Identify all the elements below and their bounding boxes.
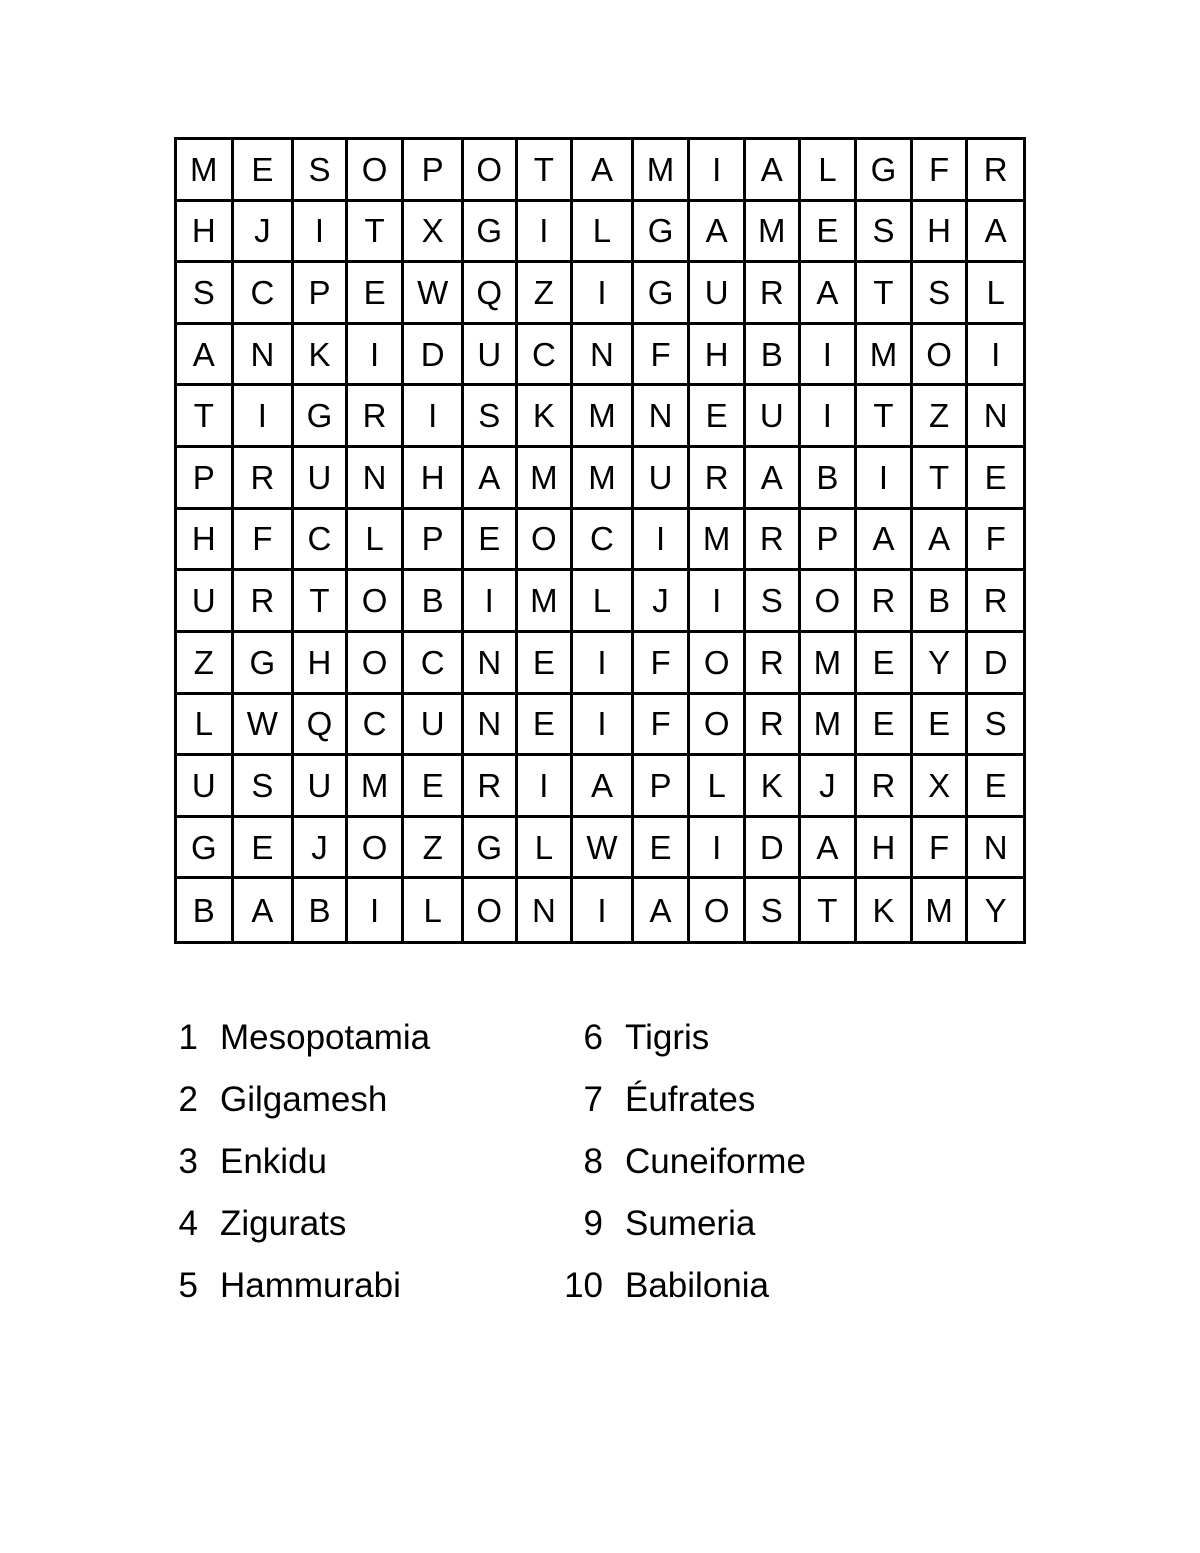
grid-cell: T bbox=[348, 202, 405, 264]
grid-cell: I bbox=[634, 510, 691, 572]
grid-cell: L bbox=[404, 879, 464, 941]
word-list-item bbox=[150, 1072, 387, 1128]
grid-cell: I bbox=[348, 879, 405, 941]
grid-cell: E bbox=[857, 695, 913, 757]
grid-cell: R bbox=[746, 263, 801, 325]
grid-cell: O bbox=[518, 510, 574, 572]
grid-cell: J bbox=[234, 202, 295, 264]
grid-cell: D bbox=[968, 633, 1023, 695]
grid-cell: R bbox=[857, 571, 913, 633]
grid-cell: B bbox=[801, 448, 858, 510]
grid-cell: E bbox=[801, 202, 858, 264]
grid-cell: Z bbox=[913, 386, 969, 448]
grid-cell: O bbox=[348, 818, 405, 880]
grid-cell: Q bbox=[464, 263, 518, 325]
grid-cell: S bbox=[968, 695, 1023, 757]
grid-cell: D bbox=[404, 325, 464, 387]
word-text: Hammurabi bbox=[220, 1266, 401, 1305]
grid-cell: M bbox=[690, 510, 746, 572]
grid-cell: F bbox=[913, 140, 969, 202]
grid-cell: S bbox=[294, 140, 348, 202]
grid-cell: G bbox=[177, 818, 234, 880]
word-text: Enkidu bbox=[220, 1142, 328, 1181]
grid-cell: O bbox=[348, 633, 405, 695]
grid-cell: C bbox=[573, 510, 634, 572]
word-number: 10 bbox=[564, 1266, 603, 1305]
grid-cell: H bbox=[857, 818, 913, 880]
grid-cell: T bbox=[857, 386, 913, 448]
word-number: 7 bbox=[583, 1080, 603, 1119]
grid-cell: N bbox=[573, 325, 634, 387]
grid-cell: I bbox=[801, 325, 858, 387]
grid-cell: N bbox=[234, 325, 295, 387]
grid-cell: I bbox=[518, 202, 574, 264]
grid-cell: E bbox=[913, 695, 969, 757]
grid-cell: N bbox=[518, 879, 574, 941]
grid-cell: I bbox=[690, 140, 746, 202]
grid-cell: R bbox=[746, 633, 801, 695]
word-number: 1 bbox=[178, 1018, 198, 1057]
grid-cell: S bbox=[913, 263, 969, 325]
grid-cell: R bbox=[857, 756, 913, 818]
grid-cell: M bbox=[573, 448, 634, 510]
grid-cell: A bbox=[801, 263, 858, 325]
grid-cell: J bbox=[294, 818, 348, 880]
grid-cell: N bbox=[634, 386, 691, 448]
word-list bbox=[0, 1010, 1200, 1330]
grid-cell: I bbox=[573, 695, 634, 757]
grid-cell: U bbox=[177, 571, 234, 633]
word-number: 4 bbox=[178, 1204, 198, 1243]
grid-cell: I bbox=[690, 571, 746, 633]
grid-cell: M bbox=[801, 633, 858, 695]
grid-cell: N bbox=[968, 818, 1023, 880]
grid-cell: L bbox=[690, 756, 746, 818]
word-number: 2 bbox=[178, 1080, 198, 1119]
grid-cell: O bbox=[348, 571, 405, 633]
word-number: 8 bbox=[583, 1142, 603, 1181]
grid-cell: M bbox=[573, 386, 634, 448]
grid-cell: F bbox=[634, 695, 691, 757]
grid-cell: A bbox=[968, 202, 1023, 264]
grid-cell: X bbox=[404, 202, 464, 264]
grid-cell: U bbox=[404, 695, 464, 757]
word-number: 9 bbox=[583, 1204, 603, 1243]
word-text: Mesopotamia bbox=[220, 1018, 431, 1057]
grid-cell: U bbox=[177, 756, 234, 818]
grid-cell: B bbox=[294, 879, 348, 941]
word-list-item bbox=[150, 1258, 401, 1314]
grid-cell: R bbox=[968, 140, 1023, 202]
grid-cell: I bbox=[801, 386, 858, 448]
grid-cell: G bbox=[464, 202, 518, 264]
grid-cell: T bbox=[857, 263, 913, 325]
grid-cell: Z bbox=[404, 818, 464, 880]
grid-cell: L bbox=[801, 140, 858, 202]
word-list-item bbox=[150, 1010, 430, 1066]
grid-cell: I bbox=[234, 386, 295, 448]
grid-cell: K bbox=[518, 386, 574, 448]
grid-cell: C bbox=[294, 510, 348, 572]
grid-cell: S bbox=[234, 756, 295, 818]
grid-cell: X bbox=[913, 756, 969, 818]
grid-cell: R bbox=[234, 448, 295, 510]
grid-cell: T bbox=[518, 140, 574, 202]
grid-cell: A bbox=[801, 818, 858, 880]
word-list-item bbox=[555, 1258, 769, 1314]
grid-cell: E bbox=[968, 756, 1023, 818]
grid-cell: U bbox=[634, 448, 691, 510]
grid-cell: Y bbox=[984, 891, 1007, 929]
grid-cell: I bbox=[573, 633, 634, 695]
grid-cell: E bbox=[518, 633, 574, 695]
grid-cell: L bbox=[348, 510, 405, 572]
grid-cell: M bbox=[348, 756, 405, 818]
grid-cell: R bbox=[464, 756, 518, 818]
grid-cell: I bbox=[464, 571, 518, 633]
grid-cell: I bbox=[348, 325, 405, 387]
grid-cell: Z bbox=[177, 633, 234, 695]
grid-cell: F bbox=[913, 818, 969, 880]
grid-cell: L bbox=[573, 202, 634, 264]
grid-cell: P bbox=[294, 263, 348, 325]
word-number: 3 bbox=[178, 1142, 198, 1181]
grid-cell: H bbox=[690, 325, 746, 387]
grid-cell: T bbox=[801, 879, 858, 941]
grid-cell: I bbox=[518, 756, 574, 818]
word-list-item bbox=[150, 1134, 327, 1190]
grid-cell: U bbox=[690, 263, 746, 325]
grid-cell: E bbox=[234, 818, 295, 880]
word-list-item bbox=[555, 1010, 709, 1066]
word-text: Zigurats bbox=[220, 1204, 347, 1243]
grid-cell: K bbox=[294, 325, 348, 387]
grid-cell: K bbox=[857, 879, 913, 941]
grid-cell: C bbox=[348, 695, 405, 757]
grid-cell: B bbox=[913, 571, 969, 633]
grid-cell: M bbox=[746, 202, 801, 264]
grid-cell: H bbox=[404, 448, 464, 510]
grid-cell: H bbox=[177, 510, 234, 572]
grid-cell: Y bbox=[913, 633, 969, 695]
grid-cell: S bbox=[177, 263, 234, 325]
grid-cell: M bbox=[518, 571, 574, 633]
grid-cell: R bbox=[348, 386, 405, 448]
grid-cell: R bbox=[968, 571, 1023, 633]
grid-cell: U bbox=[294, 756, 348, 818]
grid-cell: G bbox=[634, 263, 691, 325]
grid-cell: H bbox=[913, 202, 969, 264]
grid-cell: G bbox=[294, 386, 348, 448]
grid-cell: I bbox=[857, 448, 913, 510]
grid-cell: A bbox=[234, 879, 295, 941]
grid-cell: O bbox=[690, 695, 746, 757]
word-text: Babilonia bbox=[625, 1266, 769, 1305]
grid-cell: E bbox=[518, 695, 574, 757]
grid-cell: I bbox=[573, 263, 634, 325]
word-search-grid bbox=[174, 137, 1026, 944]
grid-cell: O bbox=[464, 140, 518, 202]
grid-cell: R bbox=[234, 571, 295, 633]
word-text: Cuneiforme bbox=[625, 1142, 806, 1181]
word-number: 6 bbox=[583, 1018, 603, 1057]
word-list-item bbox=[555, 1072, 755, 1128]
grid-cell: Q bbox=[294, 695, 348, 757]
grid-cell: P bbox=[634, 756, 691, 818]
word-text: Tigris bbox=[625, 1018, 710, 1057]
grid-cell: N bbox=[348, 448, 405, 510]
grid-cell: G bbox=[234, 633, 295, 695]
grid-cell: T bbox=[913, 448, 969, 510]
word-list-item bbox=[555, 1196, 755, 1252]
grid-cell: A bbox=[573, 756, 634, 818]
grid-cell: F bbox=[634, 633, 691, 695]
grid-cell: M bbox=[913, 879, 969, 941]
grid-cell: A bbox=[177, 325, 234, 387]
grid-cell: I bbox=[573, 879, 634, 941]
grid-cell: N bbox=[464, 633, 518, 695]
grid-cell: E bbox=[348, 263, 405, 325]
grid-cell: N bbox=[464, 695, 518, 757]
grid-cell: E bbox=[464, 510, 518, 572]
grid-cell: S bbox=[464, 386, 518, 448]
grid-cell: U bbox=[746, 386, 801, 448]
grid-cell: O bbox=[464, 879, 518, 941]
grid-cell: E bbox=[404, 756, 464, 818]
grid-cell: T bbox=[177, 386, 234, 448]
grid-cell: H bbox=[294, 633, 348, 695]
word-list-item bbox=[555, 1134, 806, 1190]
grid-cell: A bbox=[913, 510, 969, 572]
word-text: Sumeria bbox=[625, 1204, 756, 1243]
grid-cell: H bbox=[177, 202, 234, 264]
grid-cell: C bbox=[404, 633, 464, 695]
grid-cell: L bbox=[518, 818, 574, 880]
grid-cell: S bbox=[746, 571, 801, 633]
grid-cell: L bbox=[968, 263, 1023, 325]
grid-cell: O bbox=[690, 633, 746, 695]
grid-cell: U bbox=[294, 448, 348, 510]
grid-cell: B bbox=[746, 325, 801, 387]
word-list-item bbox=[150, 1196, 346, 1252]
grid-cell: M bbox=[518, 448, 574, 510]
grid-cell: I bbox=[404, 386, 464, 448]
grid-cell: M bbox=[857, 325, 913, 387]
grid-cell: A bbox=[746, 448, 801, 510]
grid-cell: F bbox=[234, 510, 295, 572]
grid-cell: O bbox=[913, 325, 969, 387]
grid-cell: W bbox=[573, 818, 634, 880]
grid-cell: E bbox=[634, 818, 691, 880]
word-text: Éufrates bbox=[625, 1080, 756, 1119]
grid-cell: Z bbox=[518, 263, 574, 325]
grid-cell: P bbox=[404, 510, 464, 572]
grid-cell: I bbox=[690, 818, 746, 880]
grid-cell: S bbox=[746, 879, 801, 941]
grid-cell: W bbox=[234, 695, 295, 757]
grid-cell: W bbox=[404, 263, 464, 325]
grid-cell: F bbox=[634, 325, 691, 387]
grid-cell: E bbox=[857, 633, 913, 695]
grid-cell: K bbox=[746, 756, 801, 818]
grid-cell: M bbox=[177, 140, 234, 202]
grid-cell: M bbox=[801, 695, 858, 757]
grid-cell: A bbox=[857, 510, 913, 572]
grid-cell: F bbox=[968, 510, 1023, 572]
grid-cell: O bbox=[801, 571, 858, 633]
grid-cell: A bbox=[746, 140, 801, 202]
grid-cell: O bbox=[348, 140, 405, 202]
grid-cell: A bbox=[690, 202, 746, 264]
grid-cell: U bbox=[464, 325, 518, 387]
grid-cell: L bbox=[573, 571, 634, 633]
grid-cell: G bbox=[634, 202, 691, 264]
grid-cell: E bbox=[690, 386, 746, 448]
grid-cell: C bbox=[518, 325, 574, 387]
grid-cell: T bbox=[294, 571, 348, 633]
grid-cell: E bbox=[968, 448, 1023, 510]
grid-cell: P bbox=[404, 140, 464, 202]
grid-cell: R bbox=[746, 695, 801, 757]
word-number: 5 bbox=[178, 1266, 198, 1305]
grid-cell: P bbox=[801, 510, 858, 572]
grid-cell: G bbox=[464, 818, 518, 880]
word-text: Gilgamesh bbox=[220, 1080, 388, 1119]
grid-cell: J bbox=[801, 756, 858, 818]
grid-cell: C bbox=[234, 263, 295, 325]
grid-cell: P bbox=[177, 448, 234, 510]
grid-cell: D bbox=[746, 818, 801, 880]
grid-cell: I bbox=[968, 325, 1023, 387]
grid-cell: S bbox=[857, 202, 913, 264]
grid-cell: E bbox=[234, 140, 295, 202]
grid-cell: M bbox=[634, 140, 691, 202]
grid-cell: A bbox=[464, 448, 518, 510]
grid-cell: A bbox=[573, 140, 634, 202]
grid-cell: G bbox=[857, 140, 913, 202]
grid-cell: N bbox=[968, 386, 1023, 448]
grid-cell: I bbox=[294, 202, 348, 264]
grid-cell: R bbox=[746, 510, 801, 572]
grid-cell: J bbox=[634, 571, 691, 633]
grid-cell: R bbox=[690, 448, 746, 510]
grid-cell: A bbox=[634, 879, 691, 941]
grid-cell: O bbox=[690, 879, 746, 941]
grid-cell: L bbox=[177, 695, 234, 757]
grid-cell: B bbox=[404, 571, 464, 633]
grid-cell: B bbox=[177, 879, 234, 941]
